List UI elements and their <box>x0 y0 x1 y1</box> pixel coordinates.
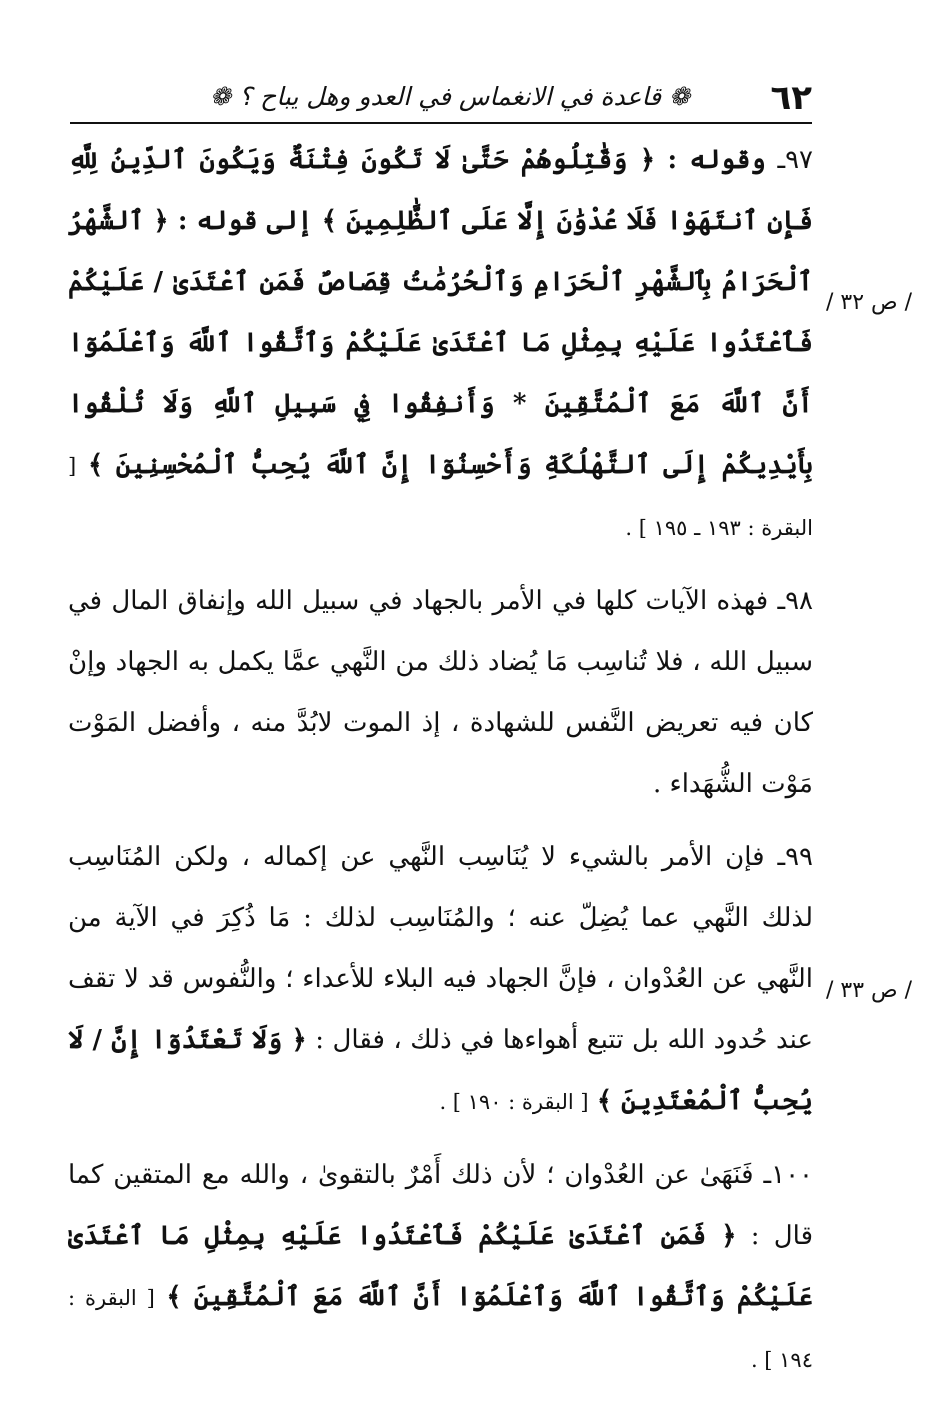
page-number: ٦٢ <box>770 78 812 118</box>
paragraph-99 <box>68 827 813 1133</box>
verse-reference: [ البقرة : ١٩٤ ] . <box>68 1286 813 1372</box>
page-body <box>68 130 813 1403</box>
running-title: ❁ قاعدة في الانغماس في العدو وهل يباح ؟ ❁ <box>209 82 690 111</box>
paragraph-text: فإن الأمر بالشيء لا يُنَاسِب النَّهي عن إكماله ، ولكن المُنَاسِب لذلك النَّهي عما يُضِلّ عنه ؛ والمُنَاسِب لذلك : مَا ذُكِرَ في الآية من النَّهي عن العُدْوان ، فإنَّ الجهاد فيه البلاء للأعداء ؛ والنُّفوس قد لا تقف عند حُدود الله بل تتبع أهواءها في ذلك ، فقال : <box>68 842 813 1055</box>
paragraph-text: فَنَهَىٰ عن العُدْوان ؛ لأن ذلك أَمْرٌ بالتقوىٰ ، والله مع المتقين كما قال : <box>68 1160 814 1251</box>
verse-reference: [ البقرة : ١٩٠ ] . <box>439 1090 589 1114</box>
quran-verse: عَلَيْكُمْ فَٱعْتَدُوا عَلَيْهِ بِمِثْلِ مَا ٱعْتَدَىٰ عَلَيْكُمْ وَٱتَّقُوا ٱللَّهَ وَٱعْلَمُوٓا أَنَّ ٱللَّهَ مَعَ ٱلْمُتَّقِينَ * وَأَنفِقُوا فِي سَبِيلِ ٱللَّهِ وَلَا تُلْقُوا بِأَيْدِيكُمْ إِلَى ٱلتَّهْلُكَةِ وَأَحْسِنُوٓا إِنَّ ٱللَّهَ يُحِبُّ ٱلْمُحْسِنِينَ ﴾ <box>68 267 813 480</box>
paragraph-text: فهذه الآيات كلها في الأمر بالجهاد في سبيل الله وإنفاق المال في سبيل الله ، فلا تُناسِب مَا يُضاد ذلك من النَّهي عمَّا يكمل به الجهاد وإنْ كان فيه تعريض النَّفس للشهادة ، إذ الموت لابُدَّ منه ، وأفضل المَوْت مَوْت الشُّهَداء . <box>68 586 813 799</box>
paragraph-number: ١٠٠ـ <box>763 1160 814 1190</box>
verse-reference: [ البقرة : ١٩٣ ـ ١٩٥ ] . <box>68 454 813 540</box>
paragraph-100 <box>68 1145 813 1391</box>
paragraph-98 <box>68 571 813 815</box>
paragraph-number: ٩٨ـ <box>777 586 813 616</box>
paragraph-97 <box>68 130 813 559</box>
margin-page-ref: / ص ٣٢ / <box>826 290 913 315</box>
quran-verse: ﴿ فَمَنِ ٱعْتَدَىٰ عَلَيْكُمْ فَٱعْتَدُوا عَلَيْهِ بِمِثْلِ مَا ٱعْتَدَىٰ عَلَيْكُمْ وَٱتَّقُوا ٱللَّهَ وَٱعْلَمُوٓا أَنَّ ٱللَّهَ مَعَ ٱلْمُتَّقِينَ ﴾ <box>68 1221 814 1312</box>
page-header <box>70 70 812 124</box>
paragraph-number: ٩٩ـ <box>777 842 813 872</box>
paragraph-text: وقوله : ﴿ وَقَٰتِلُوهُمْ حَتَّىٰ لَا تَكُونَ فِتْنَةٌ وَيَكُونَ ٱلدِّينُ لِلَّهِ فَإِنِ ٱنتَهَوْا فَلَا عُدْوَٰنَ إِلَّا عَلَى ٱلظَّٰلِمِينَ ﴾ إلى قوله : ﴿ ٱلشَّهْرُ ٱلْحَرَامُ بِٱلشَّهْرِ ٱلْحَرَامِ وَٱلْحُرُمَٰتُ قِصَاصٌ فَمَنِ ٱعْتَدَىٰ / <box>68 145 814 297</box>
paragraph-number: ٩٧ـ <box>777 145 813 175</box>
quran-verse: ﴿ وَلَا تَعْتَدُوٓا إِنَّ / لَا يُحِبُّ ٱلْمُعْتَدِينَ ﴾ <box>68 1025 813 1116</box>
margin-page-ref: / ص ٣٣ / <box>826 978 913 1003</box>
